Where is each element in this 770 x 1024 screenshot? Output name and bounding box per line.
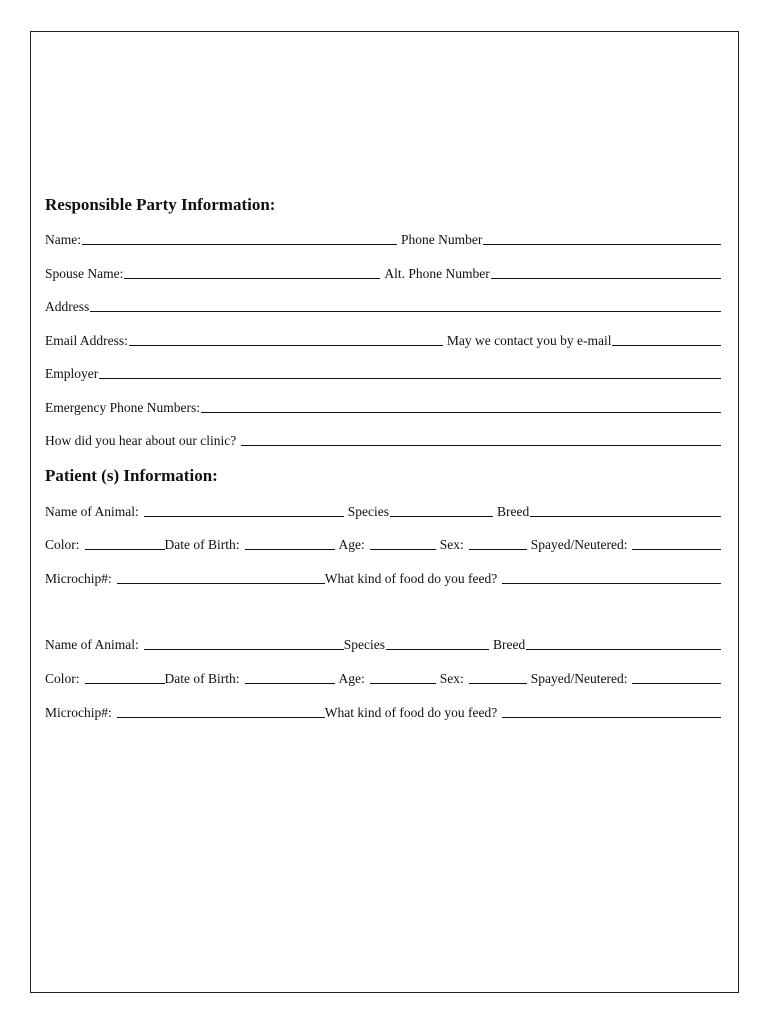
breed-label: Breed: [496, 504, 530, 519]
sex-field[interactable]: [469, 536, 527, 550]
email-address-label: Email Address:: [45, 333, 128, 348]
contact-by-email-field[interactable]: [612, 332, 721, 346]
species-field[interactable]: [390, 503, 493, 517]
animal-name-label: Name of Animal:: [45, 637, 139, 652]
emergency-phone-label: Emergency Phone Numbers:: [45, 400, 200, 415]
patient-info-heading: Patient (s) Information:: [45, 466, 218, 485]
emergency-row: [45, 398, 721, 416]
name-label: Name:: [45, 232, 81, 247]
species-label: Species: [347, 504, 389, 519]
date-of-birth-field[interactable]: [245, 670, 335, 684]
age-field[interactable]: [370, 536, 436, 550]
contact-by-email-label: May we contact you by e-mail: [446, 333, 612, 348]
employer-label: Employer: [45, 366, 99, 381]
species-label: Species: [343, 637, 385, 652]
age-field[interactable]: [370, 670, 436, 684]
animal-2-microchip-row: [45, 703, 721, 721]
spayed-neutered-field[interactable]: [632, 536, 721, 550]
responsible-party-heading: Responsible Party Information:: [45, 195, 276, 214]
date-of-birth-label: Date of Birth:: [164, 671, 240, 686]
email-row: [45, 331, 721, 349]
spouse-row: [45, 264, 721, 282]
food-label: What kind of food do you feed?: [324, 571, 498, 586]
sex-label: Sex:: [439, 537, 464, 552]
color-field[interactable]: [85, 536, 165, 550]
email-address-field[interactable]: [129, 332, 443, 346]
animal-2-details-row: [45, 669, 721, 687]
spayed-neutered-field[interactable]: [632, 670, 721, 684]
spouse-name-label: Spouse Name:: [45, 266, 124, 281]
name-row: [45, 230, 721, 248]
animal-1-name-row: [45, 502, 721, 520]
microchip-field[interactable]: [117, 570, 325, 584]
employer-row: [45, 364, 721, 382]
food-label: What kind of food do you feed?: [324, 705, 498, 720]
alt-phone-number-label: Alt. Phone Number: [384, 266, 490, 281]
sex-label: Sex:: [439, 671, 464, 686]
animal-2-name-row: [45, 635, 721, 653]
address-label: Address: [45, 299, 90, 314]
phone-number-field[interactable]: [483, 231, 721, 245]
animal-1-microchip-row: [45, 569, 721, 587]
color-label: Color:: [45, 671, 80, 686]
animal-name-field[interactable]: [144, 503, 344, 517]
species-field[interactable]: [386, 636, 489, 650]
date-of-birth-label: Date of Birth:: [164, 537, 240, 552]
spayed-neutered-label: Spayed/Neutered:: [530, 537, 628, 552]
age-label: Age:: [338, 537, 365, 552]
animal-1-details-row: [45, 535, 721, 553]
alt-phone-number-field[interactable]: [491, 265, 721, 279]
microchip-label: Microchip#:: [45, 705, 112, 720]
sex-field[interactable]: [469, 670, 527, 684]
food-field[interactable]: [502, 704, 721, 718]
food-field[interactable]: [502, 570, 721, 584]
color-field[interactable]: [85, 670, 165, 684]
spayed-neutered-label: Spayed/Neutered:: [530, 671, 628, 686]
phone-number-label: Phone Number: [401, 232, 483, 247]
breed-field[interactable]: [526, 636, 721, 650]
color-label: Color:: [45, 537, 80, 552]
age-label: Age:: [338, 671, 365, 686]
breed-field[interactable]: [530, 503, 721, 517]
microchip-label: Microchip#:: [45, 571, 112, 586]
animal-name-field[interactable]: [144, 636, 344, 650]
referral-row: [45, 431, 721, 449]
microchip-field[interactable]: [117, 704, 325, 718]
spouse-name-field[interactable]: [124, 265, 380, 279]
breed-label: Breed: [492, 637, 526, 652]
address-row: [45, 297, 721, 315]
address-field[interactable]: [90, 298, 721, 312]
name-field[interactable]: [82, 231, 397, 245]
employer-field[interactable]: [99, 365, 721, 379]
date-of-birth-field[interactable]: [245, 536, 335, 550]
emergency-phone-field[interactable]: [201, 399, 721, 413]
referral-label: How did you hear about our clinic?: [45, 433, 237, 448]
animal-name-label: Name of Animal:: [45, 504, 139, 519]
referral-field[interactable]: [241, 432, 721, 446]
